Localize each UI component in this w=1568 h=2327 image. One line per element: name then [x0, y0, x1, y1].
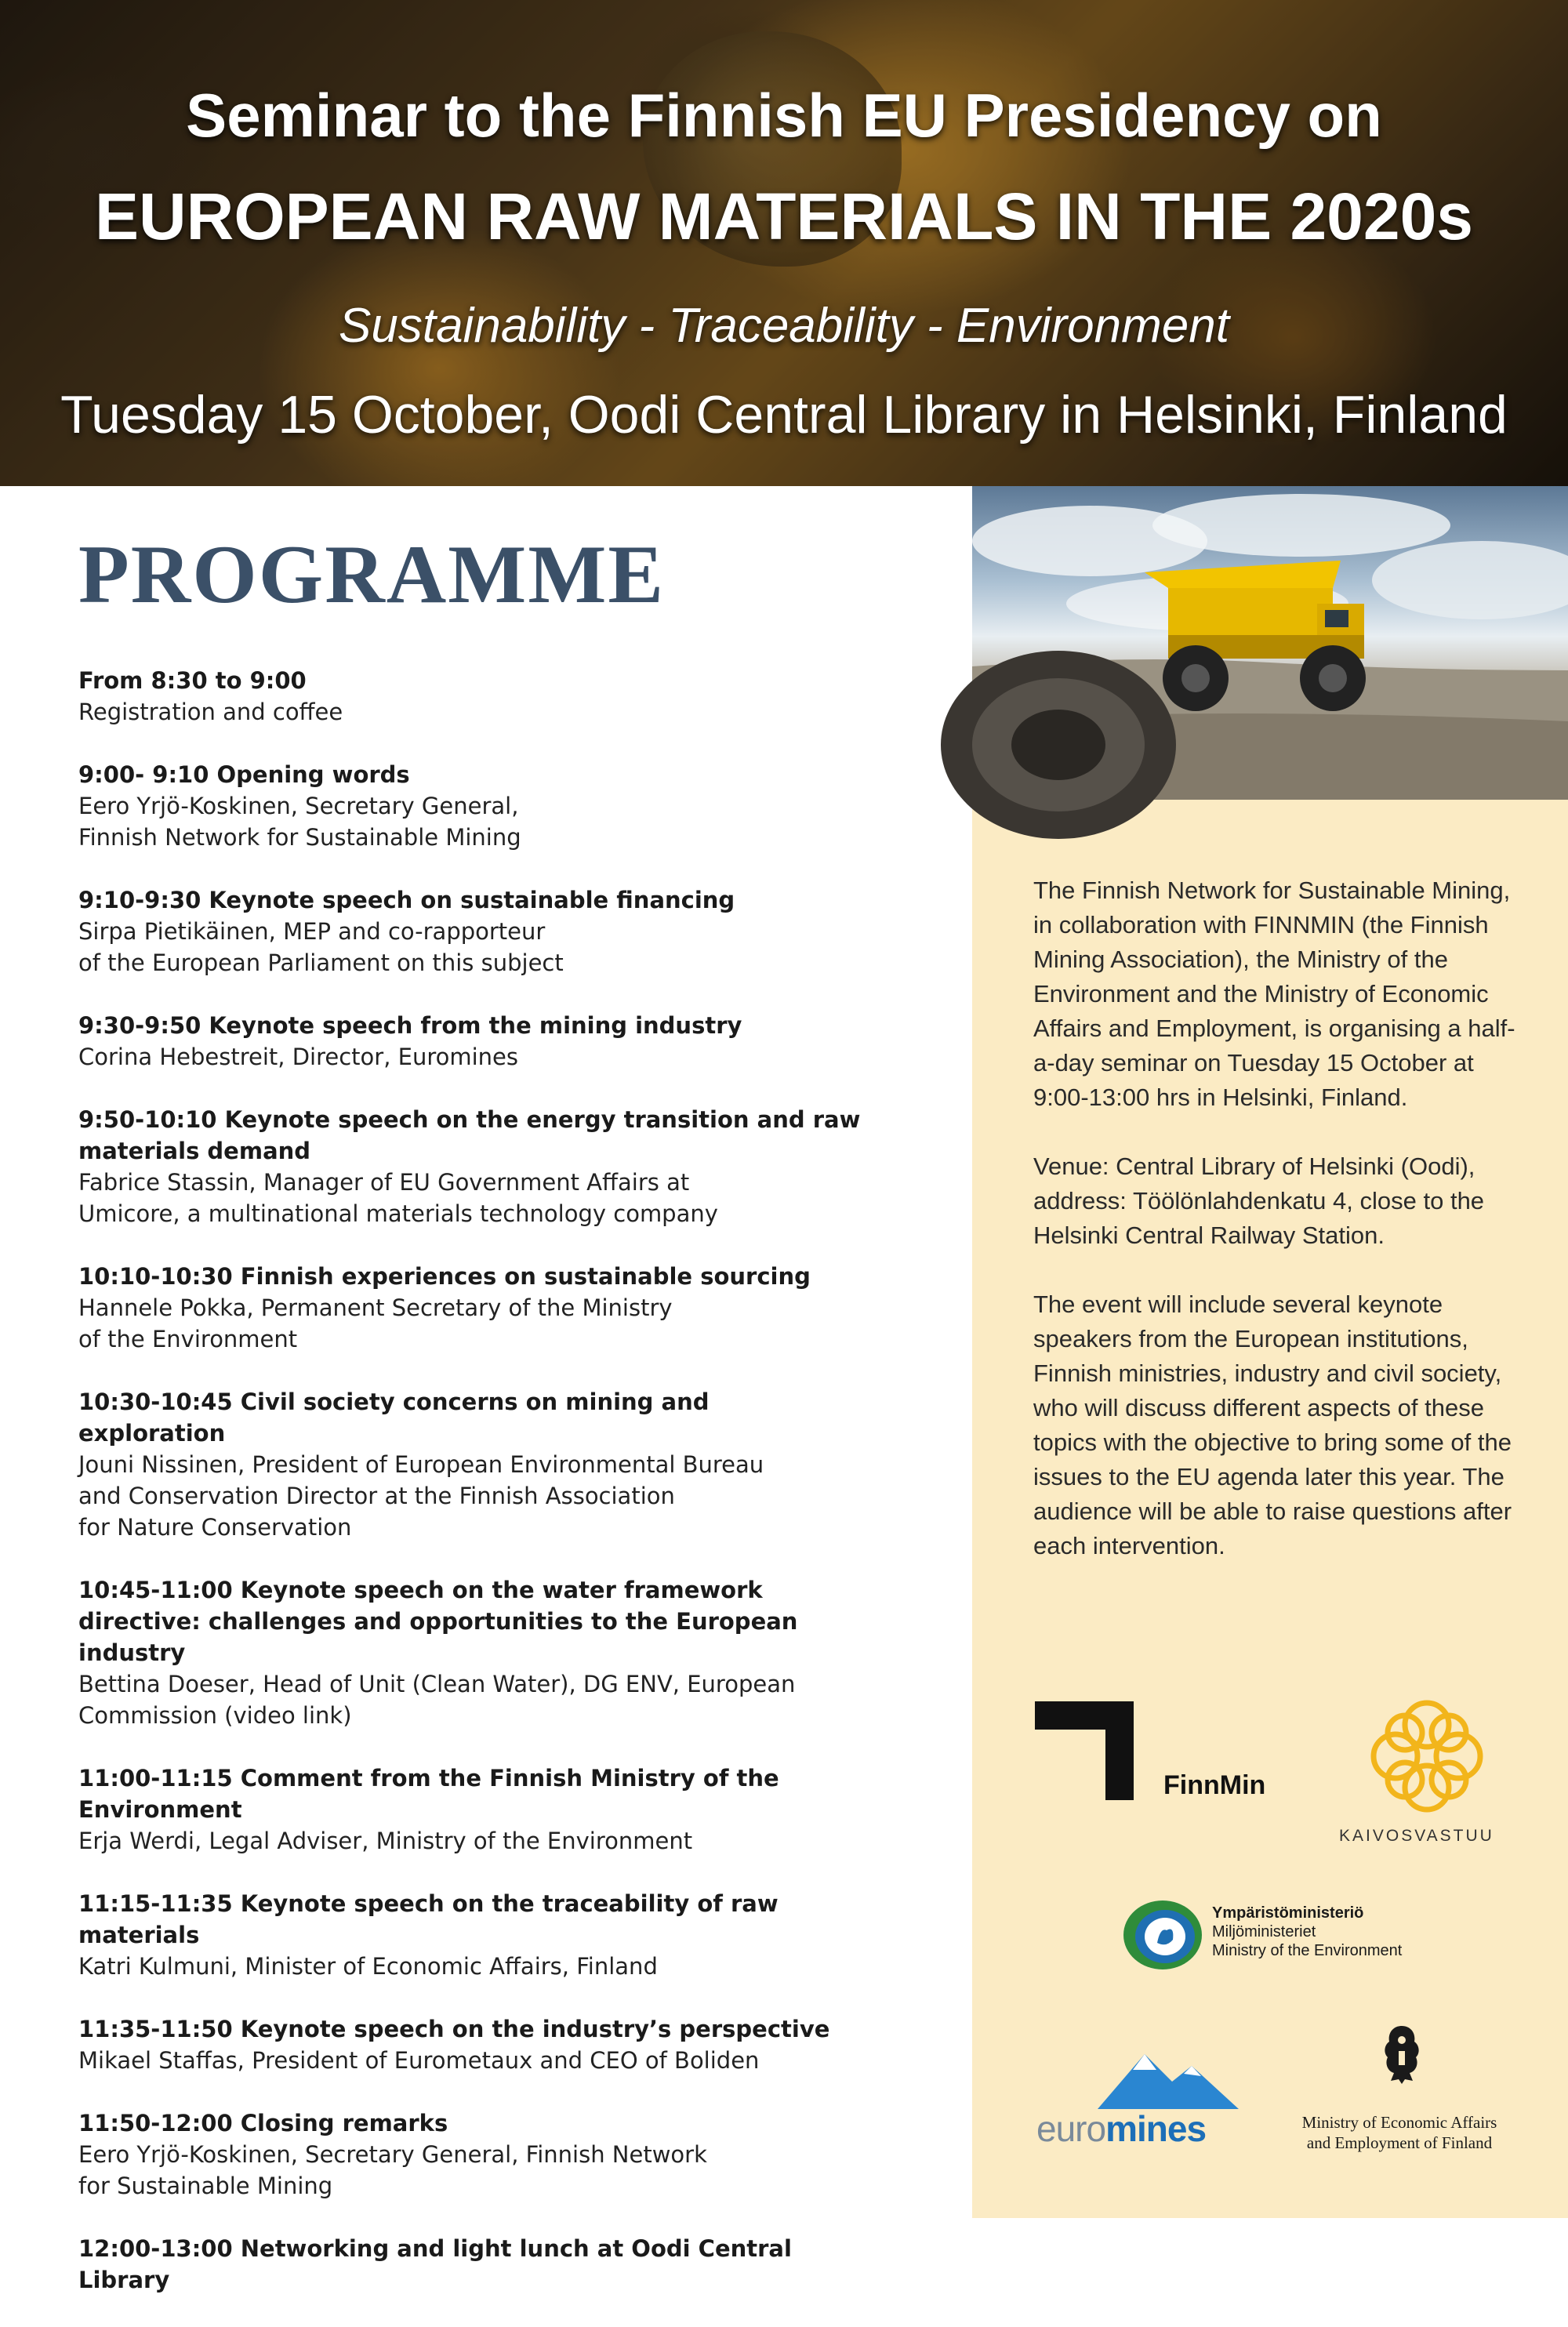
programme-item-title: 9:10-9:30 Keynote speech on sustainable financing [78, 887, 735, 913]
seminar-date-venue: Tuesday 15 October, Oodi Central Library in Helsinki, Finland [60, 385, 1508, 445]
programme-item [78, 1104, 956, 1229]
programme-section [78, 528, 956, 2327]
programme-item-speaker-line: Mikael Staffas, President of Eurometaux and CEO of Boliden [78, 2047, 760, 2074]
programme-item-title: 10:30-10:45 Civil society concerns on mining and exploration [78, 1389, 710, 1447]
programme-list [78, 665, 956, 2296]
programme-item-speaker-line: Eero Yrjö-Koskinen, Secretary General, [78, 793, 519, 819]
programme-item-speaker-line: Eero Yrjö-Koskinen, Secretary General, Finnish Network [78, 2141, 707, 2168]
programme-item-speaker-line: Umicore, a multinational materials technology company [78, 1200, 718, 1227]
lion-coat-of-arms-icon [1378, 2023, 1425, 2086]
programme-item-title: 12:00-13:00 Networking and light lunch at Oodi Central Library [78, 2235, 792, 2293]
finnmin-logo-mark [1035, 1701, 1176, 1803]
event-description [1033, 873, 1519, 1598]
programme-item-title: 11:50-12:00 Closing remarks [78, 2110, 448, 2136]
programme-item [78, 759, 956, 853]
intro-paragraph-1: The Finnish Network for Sustainable Mining, in collaboration with FINNMIN (the Finnish Mining Association), the Ministry of the Environment and the Ministry of Economic Affairs and Employment, is organising a half-a-day seminar on Tuesday 15 October at 9:00-13:00 hrs in Helsinki, Finland. [1033, 877, 1515, 1111]
programme-item-title: 9:50-10:10 Keynote speech on the energy transition and raw materials demand [78, 1106, 861, 1164]
programme-item-title: 9:30-9:50 Keynote speech from the mining industry [78, 1012, 742, 1039]
kaivosvastuu-logo-text: KAIVOSVASTUU [1339, 1827, 1494, 1845]
intro-paragraph-3: The event will include several keynote speakers from the European institutions, Finnish ministries, industry and civil society, who will discuss different aspects of these topics with the objective to bring some of the issues to the EU agenda later this year. The audience will be able to raise questions after each intervention. [1033, 1291, 1512, 1559]
programme-item-speaker-line: Finnish Network for Sustainable Mining [78, 824, 521, 851]
programme-item [78, 2233, 956, 2296]
ministry-economic-affairs-logo-text [1286, 2112, 1513, 2153]
programme-item-speaker-line: Jouni Nissinen, President of European Environmental Bureau [78, 1451, 764, 1478]
euromines-text-euro: euro [1036, 2108, 1106, 2149]
programme-item [78, 1762, 956, 1857]
ministry-environment-emblem [1120, 1896, 1206, 1974]
intro-paragraph-venue: Venue: Central Library of Helsinki (Oodi), address: Töölönlahdenkatu 4, close to the Helsinki Central Railway Station. [1033, 1153, 1485, 1249]
ymparisto-name-sv: Miljöministeriet [1212, 1923, 1316, 1940]
programme-item-title: 11:15-11:35 Keynote speech on the traceability of raw materials [78, 1890, 779, 1948]
programme-item [78, 665, 956, 728]
programme-item-speaker-line: Katri Kulmuni, Minister of Economic Affairs, Finland [78, 1953, 658, 1980]
programme-item [78, 884, 956, 978]
programme-item-speaker-line: for Nature Conservation [78, 1514, 352, 1541]
programme-item-title: From 8:30 to 9:00 [78, 667, 307, 694]
programme-item [78, 1010, 956, 1073]
programme-item-speaker-line: Sirpa Pietikäinen, MEP and co-rapporteur [78, 918, 546, 945]
ymparisto-name-fi: Ympäristöministeriö [1212, 1904, 1364, 1922]
programme-item-title: 11:35-11:50 Keynote speech on the industry’s perspective [78, 2016, 830, 2042]
programme-item-speaker-line: for Sustainable Mining [78, 2173, 333, 2199]
seminar-title-line2: EUROPEAN RAW MATERIALS IN THE 2020s [94, 180, 1474, 253]
seminar-subtitle: Sustainability - Traceability - Environment [339, 299, 1229, 353]
euromines-text-mines: mines [1105, 2108, 1207, 2149]
programme-item-title: 10:45-11:00 Keynote speech on the water framework directive: challenges and opportunities to the European industry [78, 1577, 798, 1666]
programme-item-title: 10:10-10:30 Finnish experiences on sustainable sourcing [78, 1263, 811, 1290]
header-banner [0, 0, 1568, 486]
programme-item-title: 11:00-11:15 Comment from the Finnish Ministry of the Environment [78, 1765, 779, 1823]
finnmin-logo-text: FinnMin [1163, 1770, 1266, 1800]
programme-item-speaker-line: Corina Hebestreit, Director, Euromines [78, 1044, 519, 1070]
programme-item [78, 1386, 956, 1543]
ymparisto-name-en: Ministry of the Environment [1212, 1942, 1403, 1959]
programme-item [78, 2013, 956, 2076]
programme-heading: PROGRAMME [78, 528, 666, 620]
programme-item [78, 1261, 956, 1355]
programme-item-speaker-line: Bettina Doeser, Head of Unit (Clean Water), DG ENV, European [78, 1671, 796, 1697]
programme-item-speaker-line: Fabrice Stassin, Manager of EU Government Affairs at [78, 1169, 690, 1196]
euromines-mountain-icon [1098, 2046, 1239, 2109]
programme-item [78, 1574, 956, 1731]
programme-item [78, 2107, 956, 2202]
mining-truck-photo [972, 486, 1568, 800]
programme-item [78, 1888, 956, 1982]
euromines-logo-text [1036, 2107, 1206, 2150]
meae-line-2: and Employment of Finland [1306, 2133, 1493, 2152]
seminar-title-line1: Seminar to the Finnish EU Presidency on [186, 81, 1382, 150]
programme-item-speaker-line: Hannele Pokka, Permanent Secretary of the Ministry [78, 1294, 673, 1321]
ministry-environment-logo-text [1212, 1904, 1402, 1960]
programme-item-speaker-line: of the European Parliament on this subject [78, 949, 564, 976]
meae-line-1: Ministry of Economic Affairs [1301, 2113, 1497, 2132]
programme-item-speaker-line: and Conservation Director at the Finnish Association [78, 1483, 675, 1509]
programme-item-title: 9:00- 9:10 Opening words [78, 761, 410, 788]
programme-item-speaker-line: of the Environment [78, 1326, 298, 1352]
programme-item-speaker-line: Registration and coffee [78, 699, 343, 725]
programme-item-speaker-line: Commission (video link) [78, 1702, 352, 1729]
programme-item-speaker-line: Erja Werdi, Legal Adviser, Ministry of the Environment [78, 1828, 693, 1854]
kaivosvastuu-logo-icon [1364, 1697, 1490, 1815]
